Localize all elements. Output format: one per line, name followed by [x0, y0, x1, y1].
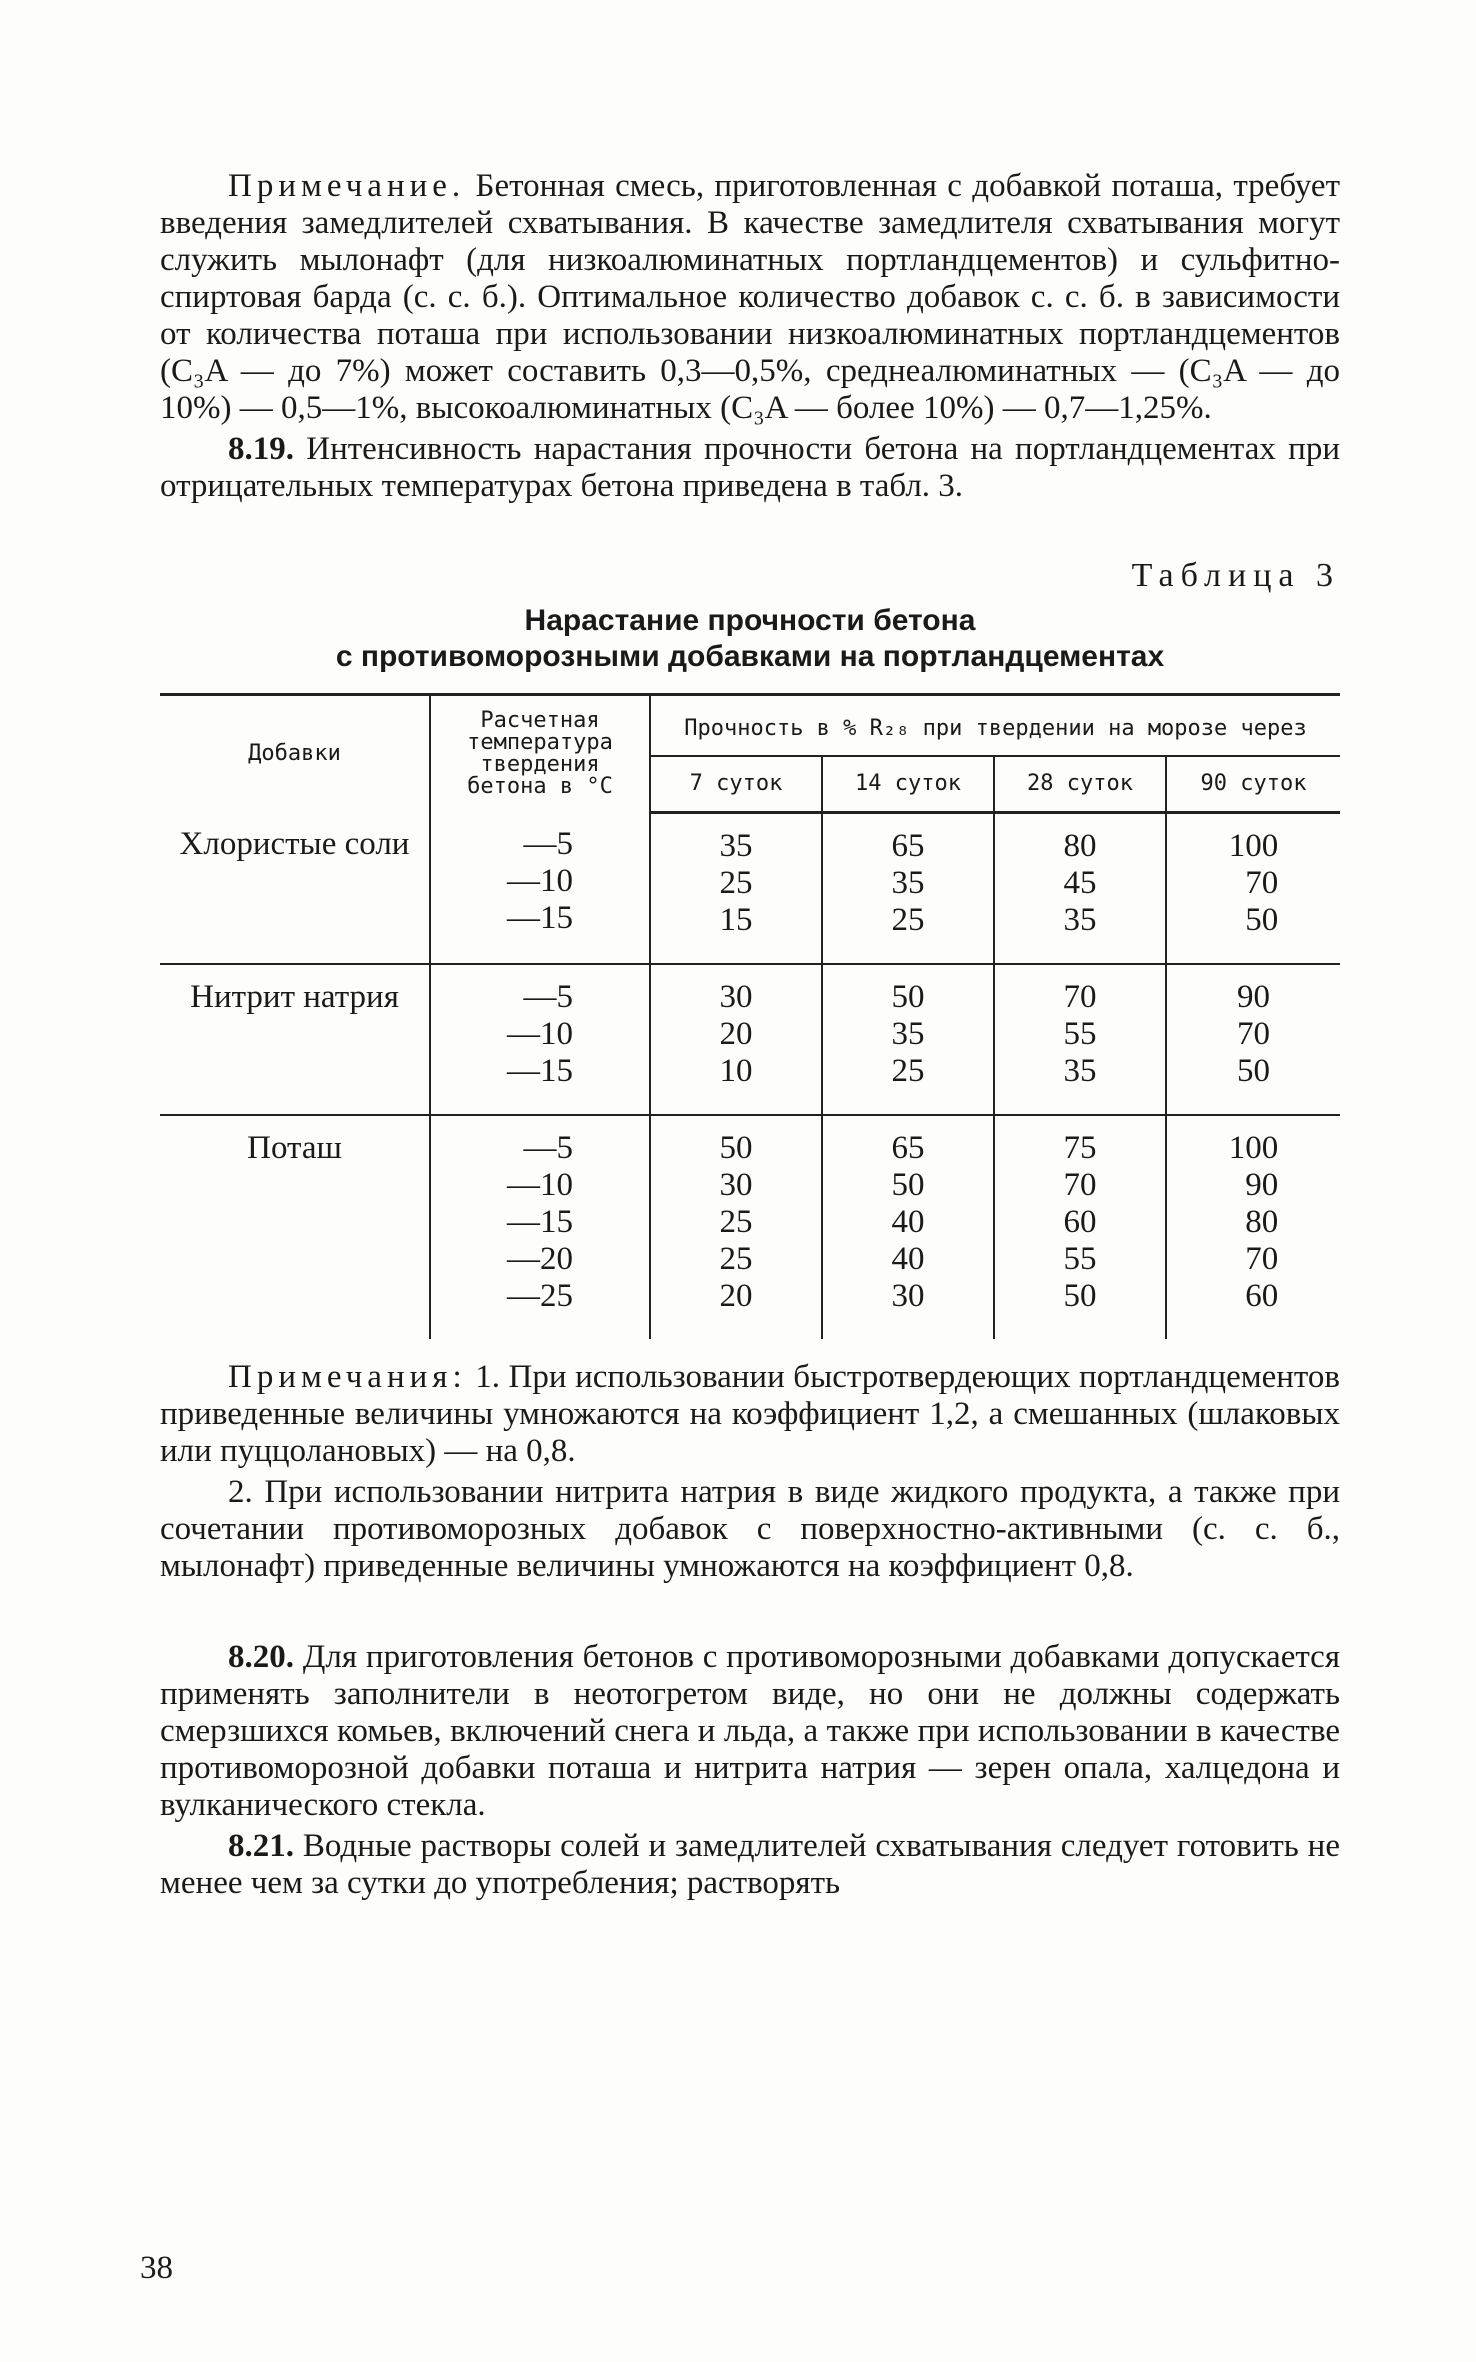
value-cell: 90 70 50 [1237, 978, 1270, 1089]
header-temperature: Расчетная температура твердения бетона в °С [430, 695, 650, 813]
value-cell: 50 35 25 [891, 978, 925, 1089]
value-cell: 100 90 80 70 60 [1228, 1129, 1279, 1314]
note-item: 1. При использовании быстротвердеющих портландцементов приведенные величины умножаются на коэффициент 1,2, а смешанных (шлаковых или пуццолановых) — на 0,8. [160, 1358, 1340, 1469]
note-item: 2. При использовании нитрита натрия в виде жидкого продукта, а также при сочетании противоморозных добавок с поверхностно-активными (с. с. б., мылонафт) приведенные величины умножаются на коэффициент 0,8. [160, 1473, 1340, 1584]
table-title-line: с противоморозными добавками на портландцементах [335, 640, 1165, 673]
table-title [160, 603, 1340, 675]
page-body [160, 168, 1340, 1902]
header-day: 7 суток [650, 756, 822, 812]
notes-paragraph [160, 1359, 1340, 1470]
paragraph-text: Водные растворы солей и замедлителей схватывания следует готовить не менее чем за сутки до употребления; растворять [160, 1827, 1340, 1901]
paragraph-text: Для приготовления бетонов с противоморозными добавками допускается применять заполнители в неотогретом виде, но они не должны содержать смерзшихся комьев, включений снега и льда, а также при использовании в качестве противоморозной добавки поташа и нитрита натрия — зерен опала, халцедона и вулканического стекла. [160, 1638, 1340, 1823]
value-cell: 50 30 25 25 20 [719, 1129, 753, 1314]
value-cell: 70 55 35 [1063, 978, 1097, 1089]
paragraph-8-20 [160, 1639, 1340, 1824]
value-cell: 75 70 60 55 50 [1063, 1129, 1097, 1314]
header-day: 14 суток [822, 756, 994, 812]
temp-values: —5 —10 —15 —20 —25 [507, 1129, 573, 1314]
value-cell: 65 50 40 40 30 [891, 1129, 925, 1314]
page-number: 38 [140, 2250, 173, 2286]
header-day: 90 суток [1166, 756, 1340, 812]
note-text: Бетонная смесь, приготовленная с добавкой поташа, требует введения замедлителей схватывания. В качестве замедлителя схватывания могут служить мылонафт (для низкоалюминатных портландцементов) и сульфитно-спиртовая барда (с. с. б.). Оптимальное количество добавок с. с. б. в зависимости от количества поташа при использовании низкоалюминатных портландцементов (C₃A — до 7%) может составить 0,3—0,5%, среднеалюминатных — (C₃A — до 10%) — 0,5—1%, высокоалюминатных (C₃A — более 10%) — 0,7—1,25%. [160, 168, 1340, 426]
table-row [160, 964, 1340, 1115]
value-cell: 80 45 35 [1063, 827, 1097, 938]
notes-label: Примечания: [228, 1358, 467, 1395]
additive-name: Хлористые соли [179, 826, 410, 862]
paragraph-number: 8.20. [228, 1638, 294, 1675]
header-day: 28 суток [994, 756, 1166, 812]
temp-values: —5 —10 —15 [507, 978, 573, 1089]
additive-name: Нитрит натрия [160, 964, 430, 1115]
table-row [160, 812, 1340, 964]
strength-table [160, 693, 1340, 1339]
paragraph-number: 8.19. [228, 431, 294, 467]
value-cell: 35 25 15 [719, 827, 753, 938]
table-row [160, 1115, 1340, 1339]
value-cell: 65 35 25 [891, 827, 925, 938]
temp-values: —5 —10 —15 [507, 826, 573, 936]
header-additive: Добавки [160, 695, 430, 813]
value-cell: 30 20 10 [719, 978, 753, 1089]
header-strength: Прочность в % R₂₈ при твердении на морозе через [650, 695, 1340, 757]
paragraph-8-21 [160, 1828, 1340, 1902]
paragraph-number: 8.21. [228, 1827, 294, 1864]
table-title-line: Нарастание прочности бетона [524, 604, 976, 637]
value-cell: 100 70 50 [1228, 827, 1279, 938]
note-paragraph [160, 168, 1340, 427]
table-label: Таблица 3 [1131, 557, 1340, 594]
paragraph-text: Интенсивность нарастания прочности бетона на портландцементах при отрицательных температурах бетона приведена в табл. 3. [160, 431, 1340, 504]
additive-name: Поташ [160, 1115, 430, 1339]
note-label: Примечание. [228, 168, 466, 204]
paragraph-8-19 [160, 431, 1340, 505]
